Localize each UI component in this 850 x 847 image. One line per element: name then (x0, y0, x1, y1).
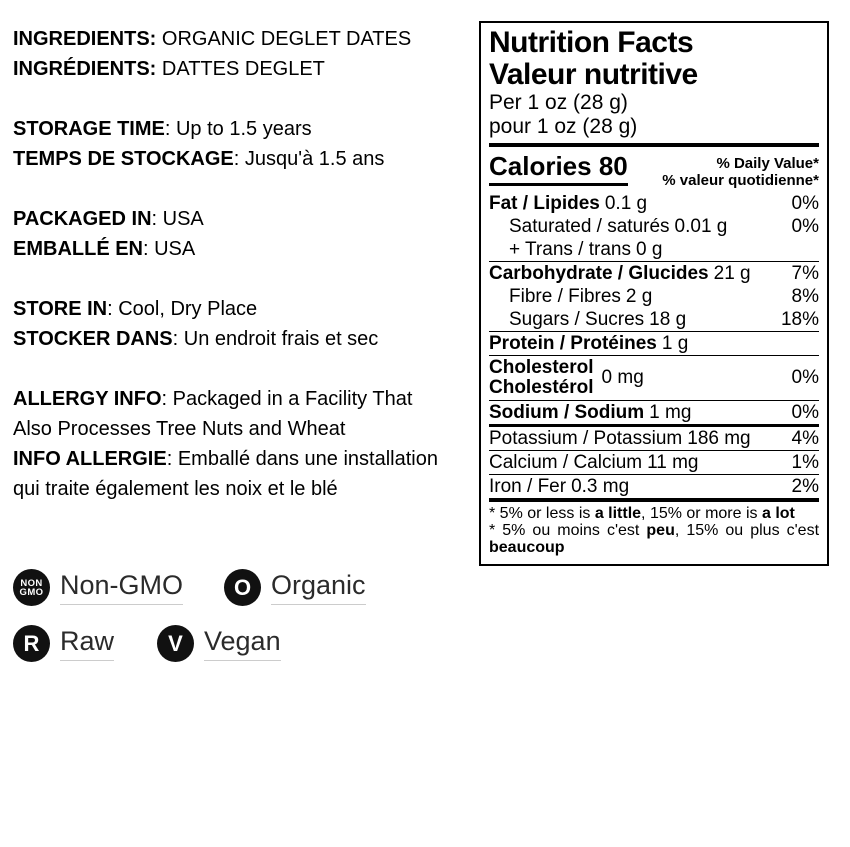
cholesterol-en: Cholesterol (489, 357, 594, 378)
ingredients-label-en: INGREDIENTS: (13, 28, 157, 50)
nutrient-row-cholesterol: Cholesterol Cholestérol 0 mg 0% (489, 357, 819, 398)
allergy-line1-fr (13, 444, 477, 474)
footnote (489, 498, 819, 556)
badge-non-gmo (13, 569, 224, 606)
badge-vegan (157, 625, 281, 662)
nutrient-row-calcium: Calcium / Calcium 11 mg 1% (489, 452, 819, 473)
cholesterol-fr: Cholestérol (489, 377, 594, 398)
allergy-line2-fr: qui traite également les noix et le blé (13, 478, 338, 500)
badge-row-2 (13, 625, 477, 662)
ingredients-label-fr: INGRÉDIENTS: (13, 58, 157, 80)
storage-time-line-fr (13, 144, 477, 174)
store-in-block (13, 294, 477, 354)
footnote-en: * 5% or less is a little, 15% or more is a lot (489, 505, 795, 522)
product-info-column (13, 24, 477, 681)
daily-value-fr: % valeur quotidienne* (662, 172, 819, 189)
nutrient-row-sodium: Sodium / Sodium 1 mg 0% (489, 402, 819, 423)
vegan-label[interactable]: Vegan (204, 626, 281, 661)
badge-row-1 (13, 569, 477, 606)
certification-badges (13, 569, 477, 662)
storage-time-label-en: STORAGE TIME (13, 118, 165, 140)
packaged-in-text-fr: : USA (143, 238, 196, 260)
allergy-text1-fr: : Emballé dans une installation (166, 448, 438, 470)
packaged-in-line-en (13, 204, 477, 234)
nutrient-row-carbohydrate: Carbohydrate / Glucides 21 g 7% (489, 263, 819, 284)
allergy-label-fr: INFO ALLERGIE (13, 448, 167, 470)
storage-time-text-en: : Up to 1.5 years (164, 118, 312, 140)
daily-value-en: % Daily Value* (716, 155, 819, 172)
ingredients-text-fr: DATTES DEGLET (156, 58, 325, 80)
vegan-icon: V (157, 625, 194, 662)
allergy-label-en: ALLERGY INFO (13, 388, 162, 410)
nutrient-row-trans: + Trans / trans 0 g (509, 239, 663, 260)
store-in-line-fr (13, 324, 477, 354)
allergy-line1-en (13, 384, 477, 414)
nutrient-row-fibre: Fibre / Fibres 2 g 8% (509, 286, 819, 307)
nutrient-row-fat: Fat / Lipides 0.1 g 0% (489, 193, 819, 214)
storage-time-line-en (13, 114, 477, 144)
nutrition-title-fr: Valeur nutritive (489, 58, 698, 91)
nutrition-title-en: Nutrition Facts (489, 26, 694, 59)
ingredients-line-fr (13, 54, 477, 84)
footnote-fr: * 5% ou moins c'est peu, 15% ou plus c'est beaucoup (489, 522, 820, 556)
store-in-line-en (13, 294, 477, 324)
allergy-text1-en: : Packaged in a Facility That (161, 388, 413, 410)
serving-size-fr: pour 1 oz (28 g) (489, 115, 638, 138)
storage-time-label-fr: TEMPS DE STOCKAGE (13, 148, 234, 170)
nutrient-rows (489, 192, 819, 498)
badge-organic (224, 569, 366, 606)
daily-value-header (662, 152, 819, 189)
badge-raw (13, 625, 157, 662)
organic-icon: O (224, 569, 261, 606)
raw-label[interactable]: Raw (60, 626, 114, 661)
packaged-in-label-fr: EMBALLÉ EN (13, 238, 143, 260)
storage-time-block (13, 114, 477, 174)
ingredients-line-en (13, 24, 477, 54)
nutrition-facts-panel (479, 21, 829, 566)
ingredients-text-en: ORGANIC DEGLET DATES (156, 28, 412, 50)
calories-value: Calories 80 (489, 152, 628, 186)
raw-icon: R (13, 625, 50, 662)
store-in-text-en: : Cool, Dry Place (107, 298, 258, 320)
packaged-in-text-en: : USA (151, 208, 204, 230)
ingredients-block (13, 24, 477, 84)
packaged-in-block (13, 204, 477, 264)
nutrient-row-potassium: Potassium / Potassium 186 mg 4% (489, 424, 819, 450)
organic-label[interactable]: Organic (271, 570, 366, 605)
nutrient-row-saturated: Saturated / saturés 0.01 g 0% (509, 216, 819, 237)
store-in-text-fr: : Un endroit frais et sec (172, 328, 379, 350)
packaged-in-label-en: PACKAGED IN (13, 208, 152, 230)
store-in-label-fr: STOCKER DANS (13, 328, 173, 350)
calories-row (489, 147, 819, 192)
nutrient-row-protein: Protein / Protéines 1 g (489, 331, 819, 355)
nutrient-row-iron: Iron / Fer 0.3 mg 2% (489, 476, 819, 497)
nutrient-row-sugars: Sugars / Sucres 18 g 18% (509, 309, 819, 330)
non-gmo-icon: NON GMO (13, 569, 50, 606)
packaged-in-line-fr (13, 234, 477, 264)
serving-size-en: Per 1 oz (28 g) (489, 91, 628, 114)
non-gmo-label[interactable]: Non-GMO (60, 570, 183, 605)
allergy-line2-en: Also Processes Tree Nuts and Wheat (13, 418, 346, 440)
allergy-block (13, 384, 477, 504)
store-in-label-en: STORE IN (13, 298, 108, 320)
storage-time-text-fr: : Jusqu'à 1.5 ans (233, 148, 385, 170)
